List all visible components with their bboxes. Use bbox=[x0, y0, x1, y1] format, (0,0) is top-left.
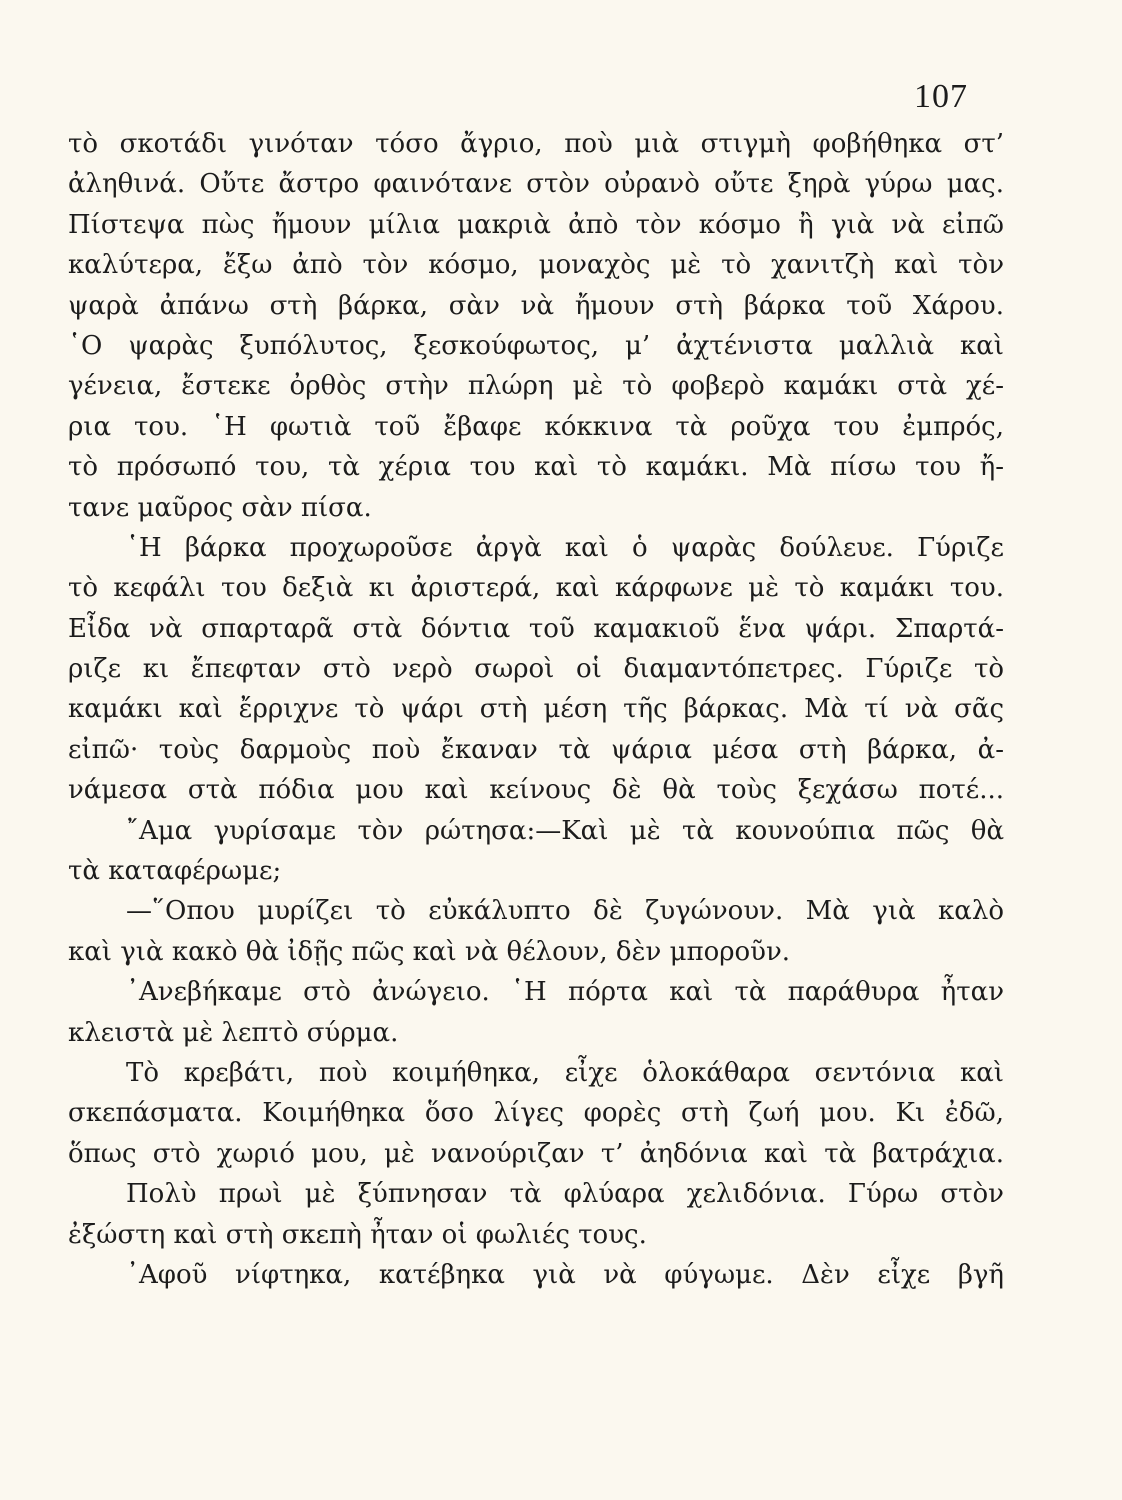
text-line: ῎Αμα γυρίσαμε τὸν ρώτησα:—Καὶ μὲ τὰ κουνούπια πῶς θὰ bbox=[126, 815, 1004, 846]
text-line: ᾿Αφοῦ νίφτηκα, κατέβηκα γιὰ νὰ φύγωμε. Δὲν εἶχε βγῆ bbox=[126, 1259, 1004, 1290]
text-line: ρια του. ῾Η φωτιὰ τοῦ ἔβαφε κόκκινα τὰ ροῦχα του ἐμπρός, bbox=[68, 411, 1004, 442]
text-line: νάμεσα στὰ πόδια μου καὶ κείνους δὲ θὰ τοὺς ξεχάσω ποτέ... bbox=[68, 775, 1004, 806]
text-line: ῾Ο ψαρὰς ξυπόλυτος, ξεσκούφωτος, μ’ ἀχτένιστα μαλλιὰ καὶ bbox=[68, 330, 1004, 361]
text-line: τανε μαῦρος σὰν πίσα. bbox=[68, 492, 372, 523]
text-line: ὅπως στὸ χωριό μου, μὲ νανούριζαν τ’ ἀηδόνια καὶ τὰ βατράχια. bbox=[68, 1138, 1004, 1169]
text-line: τὰ καταφέρωμε; bbox=[68, 856, 282, 887]
text-line: ψαρὰ ἀπάνω στὴ βάρκα, σὰν νὰ ἤμουν στὴ βάρκα τοῦ Χάρου. bbox=[68, 290, 1004, 321]
text-line: καλύτερα, ἔξω ἀπὸ τὸν κόσμο, μοναχὸς μὲ τὸ χανιτζὴ καὶ τὸν bbox=[68, 250, 1004, 281]
text-line: ριζε κι ἔπεφταν στὸ νερὸ σωροὶ οἱ διαμαντόπετρες. Γύριζε τὸ bbox=[68, 654, 1004, 685]
text-line: Εἶδα νὰ σπαρταρᾶ στὰ δόντια τοῦ καμακιοῦ ἕνα ψάρι. Σπαρτά- bbox=[68, 613, 1004, 644]
text-line: Τὸ κρεβάτι, ποὺ κοιμήθηκα, εἶχε ὁλοκάθαρα σεντόνια καὶ bbox=[126, 1057, 1004, 1088]
text-line: ᾿Ανεβήκαμε στὸ ἀνώγειο. ῾Η πόρτα καὶ τὰ παράθυρα ἦταν bbox=[126, 977, 1004, 1008]
text-line: σκεπάσματα. Κοιμήθηκα ὅσο λίγες φορὲς στὴ ζωή μου. Κι ἐδῶ, bbox=[68, 1098, 1004, 1129]
text-line: τὸ σκοτάδι γινόταν τόσο ἄγριο, ποὺ μιὰ στιγμὴ φοβήθηκα στ’ bbox=[68, 129, 1004, 159]
text-line: καμάκι καὶ ἔρριχνε τὸ ψάρι στὴ μέση τῆς βάρκας. Μὰ τί νὰ σᾶς bbox=[68, 694, 1004, 725]
page-number: 107 bbox=[914, 78, 968, 115]
text-line: ἀληθινά. Οὔτε ἄστρο φαινότανε στὸν οὐρανὸ οὔτε ξηρὰ γύρω μας. bbox=[68, 169, 1004, 200]
text-line: ἐξώστη καὶ στὴ σκεπὴ ἦταν οἱ φωλιές τους. bbox=[68, 1219, 647, 1250]
text-line: Πολὺ πρωὶ μὲ ξύπνησαν τὰ φλύαρα χελιδόνια. Γύρω στὸν bbox=[126, 1179, 1004, 1210]
text-line: Πίστεψα πὼς ἤμουν μίλια μακριὰ ἀπὸ τὸν κόσμο ἢ γιὰ νὰ εἰπῶ bbox=[68, 209, 1004, 240]
text-line: —῞Οπου μυρίζει τὸ εὐκάλυπτο δὲ ζυγώνουν. Μὰ γιὰ καλὸ bbox=[126, 896, 1004, 927]
text-line: εἰπῶ· τοὺς δαρμοὺς ποὺ ἔκαναν τὰ ψάρια μέσα στὴ βάρκα, ἀ- bbox=[68, 734, 1004, 765]
text-line: ῾Η βάρκα προχωροῦσε ἀργὰ καὶ ὁ ψαρὰς δούλευε. Γύριζε bbox=[126, 532, 1004, 563]
text-line: κλειστὰ μὲ λεπτὸ σύρμα. bbox=[68, 1017, 399, 1048]
text-line: καὶ γιὰ κακὸ θὰ ἰδῇς πῶς καὶ νὰ θέλουν, δὲν μποροῦν. bbox=[68, 936, 791, 967]
text-line: τὸ κεφάλι του δεξιὰ κι ἀριστερά, καὶ κάρφωνε μὲ τὸ καμάκι του. bbox=[68, 573, 1004, 604]
text-line: τὸ πρόσωπό του, τὰ χέρια του καὶ τὸ καμάκι. Μὰ πίσω του ἤ- bbox=[68, 452, 1004, 483]
text-line: γένεια, ἔστεκε ὀρθὸς στὴν πλώρη μὲ τὸ φοβερὸ καμάκι στὰ χέ- bbox=[68, 371, 1004, 402]
body-text bbox=[68, 124, 1004, 1295]
